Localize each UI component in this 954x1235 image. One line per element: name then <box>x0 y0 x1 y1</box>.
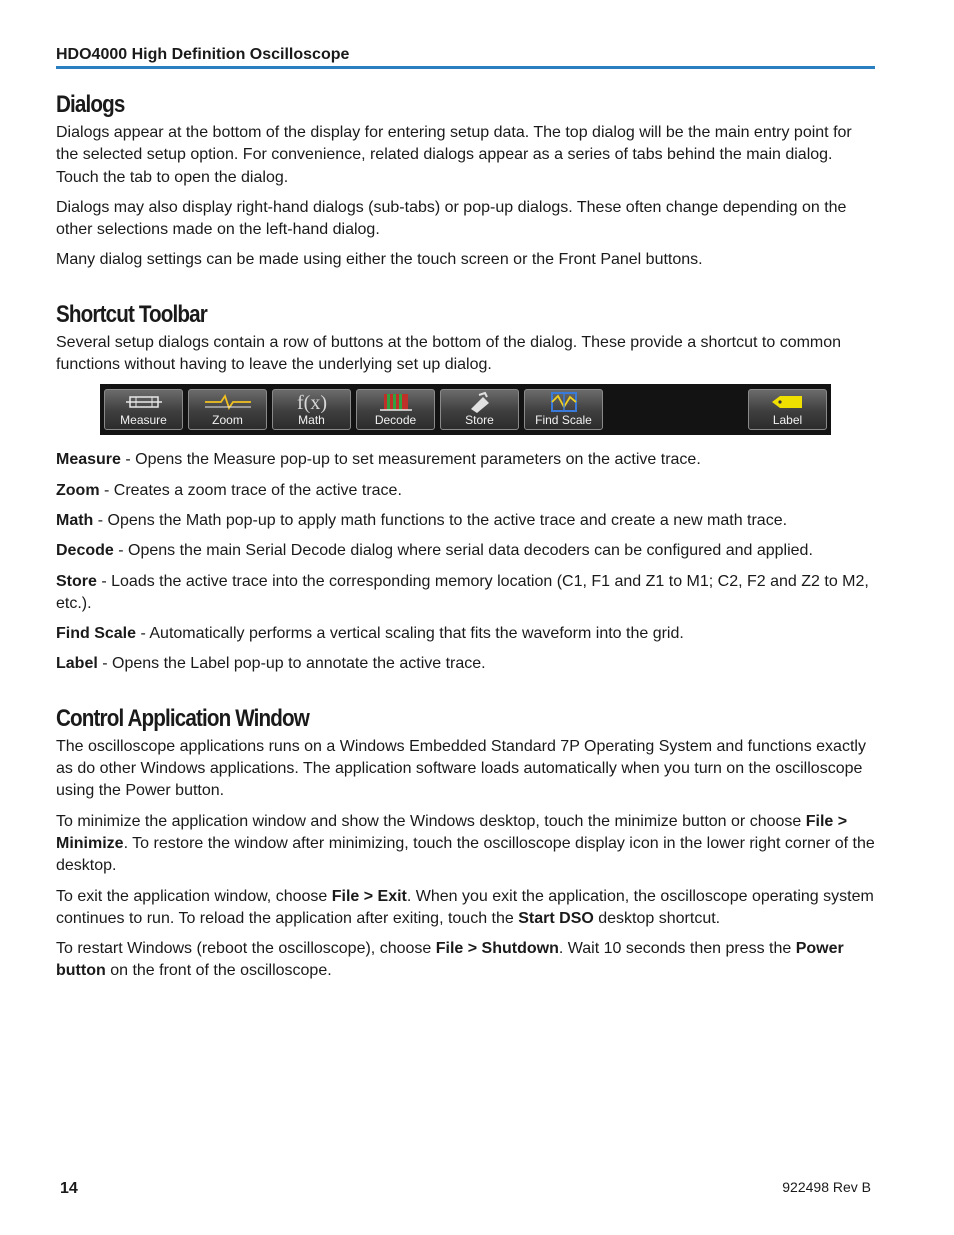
item-term: Math <box>56 511 94 529</box>
page-number: 14 <box>60 1180 78 1197</box>
toolbar-store-label: Store <box>465 413 494 428</box>
item-term: Measure <box>56 451 121 469</box>
item-find-scale <box>56 623 878 645</box>
text-run: . To restore the window after minimizing, touch the oscilloscope display icon in the lower right corner of the desktop. <box>56 834 875 875</box>
text-run: . When you exit the application, the oscilloscope operating system continues to run. To reload the application after exiting, touch the <box>56 887 874 927</box>
dialogs-paragraph-2: Dialogs may also display right-hand dialogs (sub-tabs) or pop-up dialogs. These often change depending on the other selections made on the left-hand dialog. <box>56 198 847 239</box>
item-zoom <box>56 480 878 502</box>
page-content <box>56 88 878 991</box>
svg-text:f(x): f(x) <box>296 392 327 414</box>
label-icon <box>770 391 806 413</box>
toolbar-measure-button[interactable] <box>104 389 183 430</box>
shortcut-toolbar-image <box>100 384 831 435</box>
control-paragraph-3 <box>56 886 878 931</box>
toolbar-decode-button[interactable] <box>356 389 435 430</box>
heading-dialogs: Dialogs <box>56 91 125 118</box>
item-desc: - Opens the Measure pop-up to set measurement parameters on the active trace. <box>120 451 701 469</box>
measure-icon <box>124 391 164 413</box>
item-math <box>56 510 878 532</box>
toolbar-decode-label: Decode <box>374 413 417 428</box>
item-store <box>56 571 878 616</box>
find-scale-icon <box>544 391 584 413</box>
item-label <box>56 653 878 675</box>
item-term: Label <box>56 655 98 673</box>
item-measure <box>56 449 878 471</box>
menu-path-file-exit: File > Exit <box>331 887 407 905</box>
item-desc: - Loads the active trace into the corresponding memory location (C1, F1 and Z1 to M1; C2, F2 and Z2 to M2, etc.). <box>56 572 869 612</box>
decode-icon <box>376 391 416 413</box>
text-run: To minimize the application window and show the Windows desktop, touch the minimize button or choose <box>56 812 806 830</box>
control-paragraph-4 <box>56 938 878 983</box>
text-run: on the front of the oscilloscope. <box>105 962 332 980</box>
text-run: To restart Windows (reboot the oscilloscope), choose <box>56 940 436 958</box>
item-desc: - Opens the Math pop-up to apply math functions to the active trace and create a new math trace. <box>93 511 788 529</box>
menu-path-file-minimize: File > Minimize <box>56 812 848 852</box>
math-icon <box>292 391 332 413</box>
item-term: Decode <box>56 542 114 560</box>
heading-shortcut-toolbar: Shortcut Toolbar <box>56 300 207 328</box>
document-revision: 922498 Rev B <box>782 1179 871 1195</box>
item-desc: - Opens the Label pop-up to annotate the active trace. <box>97 655 486 673</box>
toolbar-store-button[interactable] <box>440 389 519 430</box>
toolbar-math-button[interactable] <box>272 389 351 430</box>
shortcut-intro: Several setup dialogs contain a row of buttons at the bottom of the dialog. These provide a shortcut to common functions without having to leave the underlying set up dialog. <box>56 333 842 374</box>
heading-control-application-window: Control Application Window <box>56 704 310 732</box>
item-term: Zoom <box>56 481 100 499</box>
toolbar-find-scale-label: Find Scale <box>535 413 592 428</box>
item-term: Find Scale <box>56 625 137 643</box>
item-decode <box>56 540 878 562</box>
toolbar-label-label: Label <box>772 413 803 428</box>
power-button-term: Power button <box>56 940 844 980</box>
toolbar-label-button[interactable] <box>748 389 827 430</box>
control-paragraph-2 <box>56 811 878 878</box>
store-icon <box>465 391 495 413</box>
start-dso-term: Start DSO <box>518 909 594 927</box>
toolbar-find-scale-button[interactable] <box>524 389 603 430</box>
toolbar-zoom-button[interactable] <box>188 389 267 430</box>
item-term: Store <box>56 572 97 590</box>
toolbar-measure-label: Measure <box>120 413 167 428</box>
toolbar-zoom-label: Zoom <box>212 413 243 428</box>
item-desc: - Automatically performs a vertical scaling that fits the waveform into the grid. <box>136 625 684 643</box>
dialogs-paragraph-3: Many dialog settings can be made using either the touch screen or the Front Panel buttons. <box>56 251 703 269</box>
item-desc: - Opens the main Serial Decode dialog where serial data decoders can be configured and applied. <box>113 542 813 560</box>
control-paragraph-1: The oscilloscope applications runs on a Windows Embedded Standard 7P Operating System and functions exactly as do other Windows applications. The application software loads automatically when you turn on the oscilloscope using the Power button. <box>56 737 866 800</box>
item-desc: - Creates a zoom trace of the active trace. <box>99 481 402 499</box>
dialogs-paragraph-1: Dialogs appear at the bottom of the display for entering setup data. The top dialog will be the main entry point for the selected setup option. For convenience, related dialogs appear as a series of tabs behind the main dialog. Touch the tab to open the dialog. <box>56 124 852 186</box>
text-run: desktop shortcut. <box>593 909 721 927</box>
toolbar-math-label: Math <box>298 413 325 428</box>
menu-path-file-shutdown: File > Shutdown <box>435 940 559 958</box>
document-title: HDO4000 High Definition Oscilloscope <box>56 46 350 63</box>
zoom-icon <box>203 391 253 413</box>
text-run: To exit the application window, choose <box>56 887 332 905</box>
text-run: . Wait 10 seconds then press the <box>558 940 796 958</box>
page-header <box>56 45 875 69</box>
